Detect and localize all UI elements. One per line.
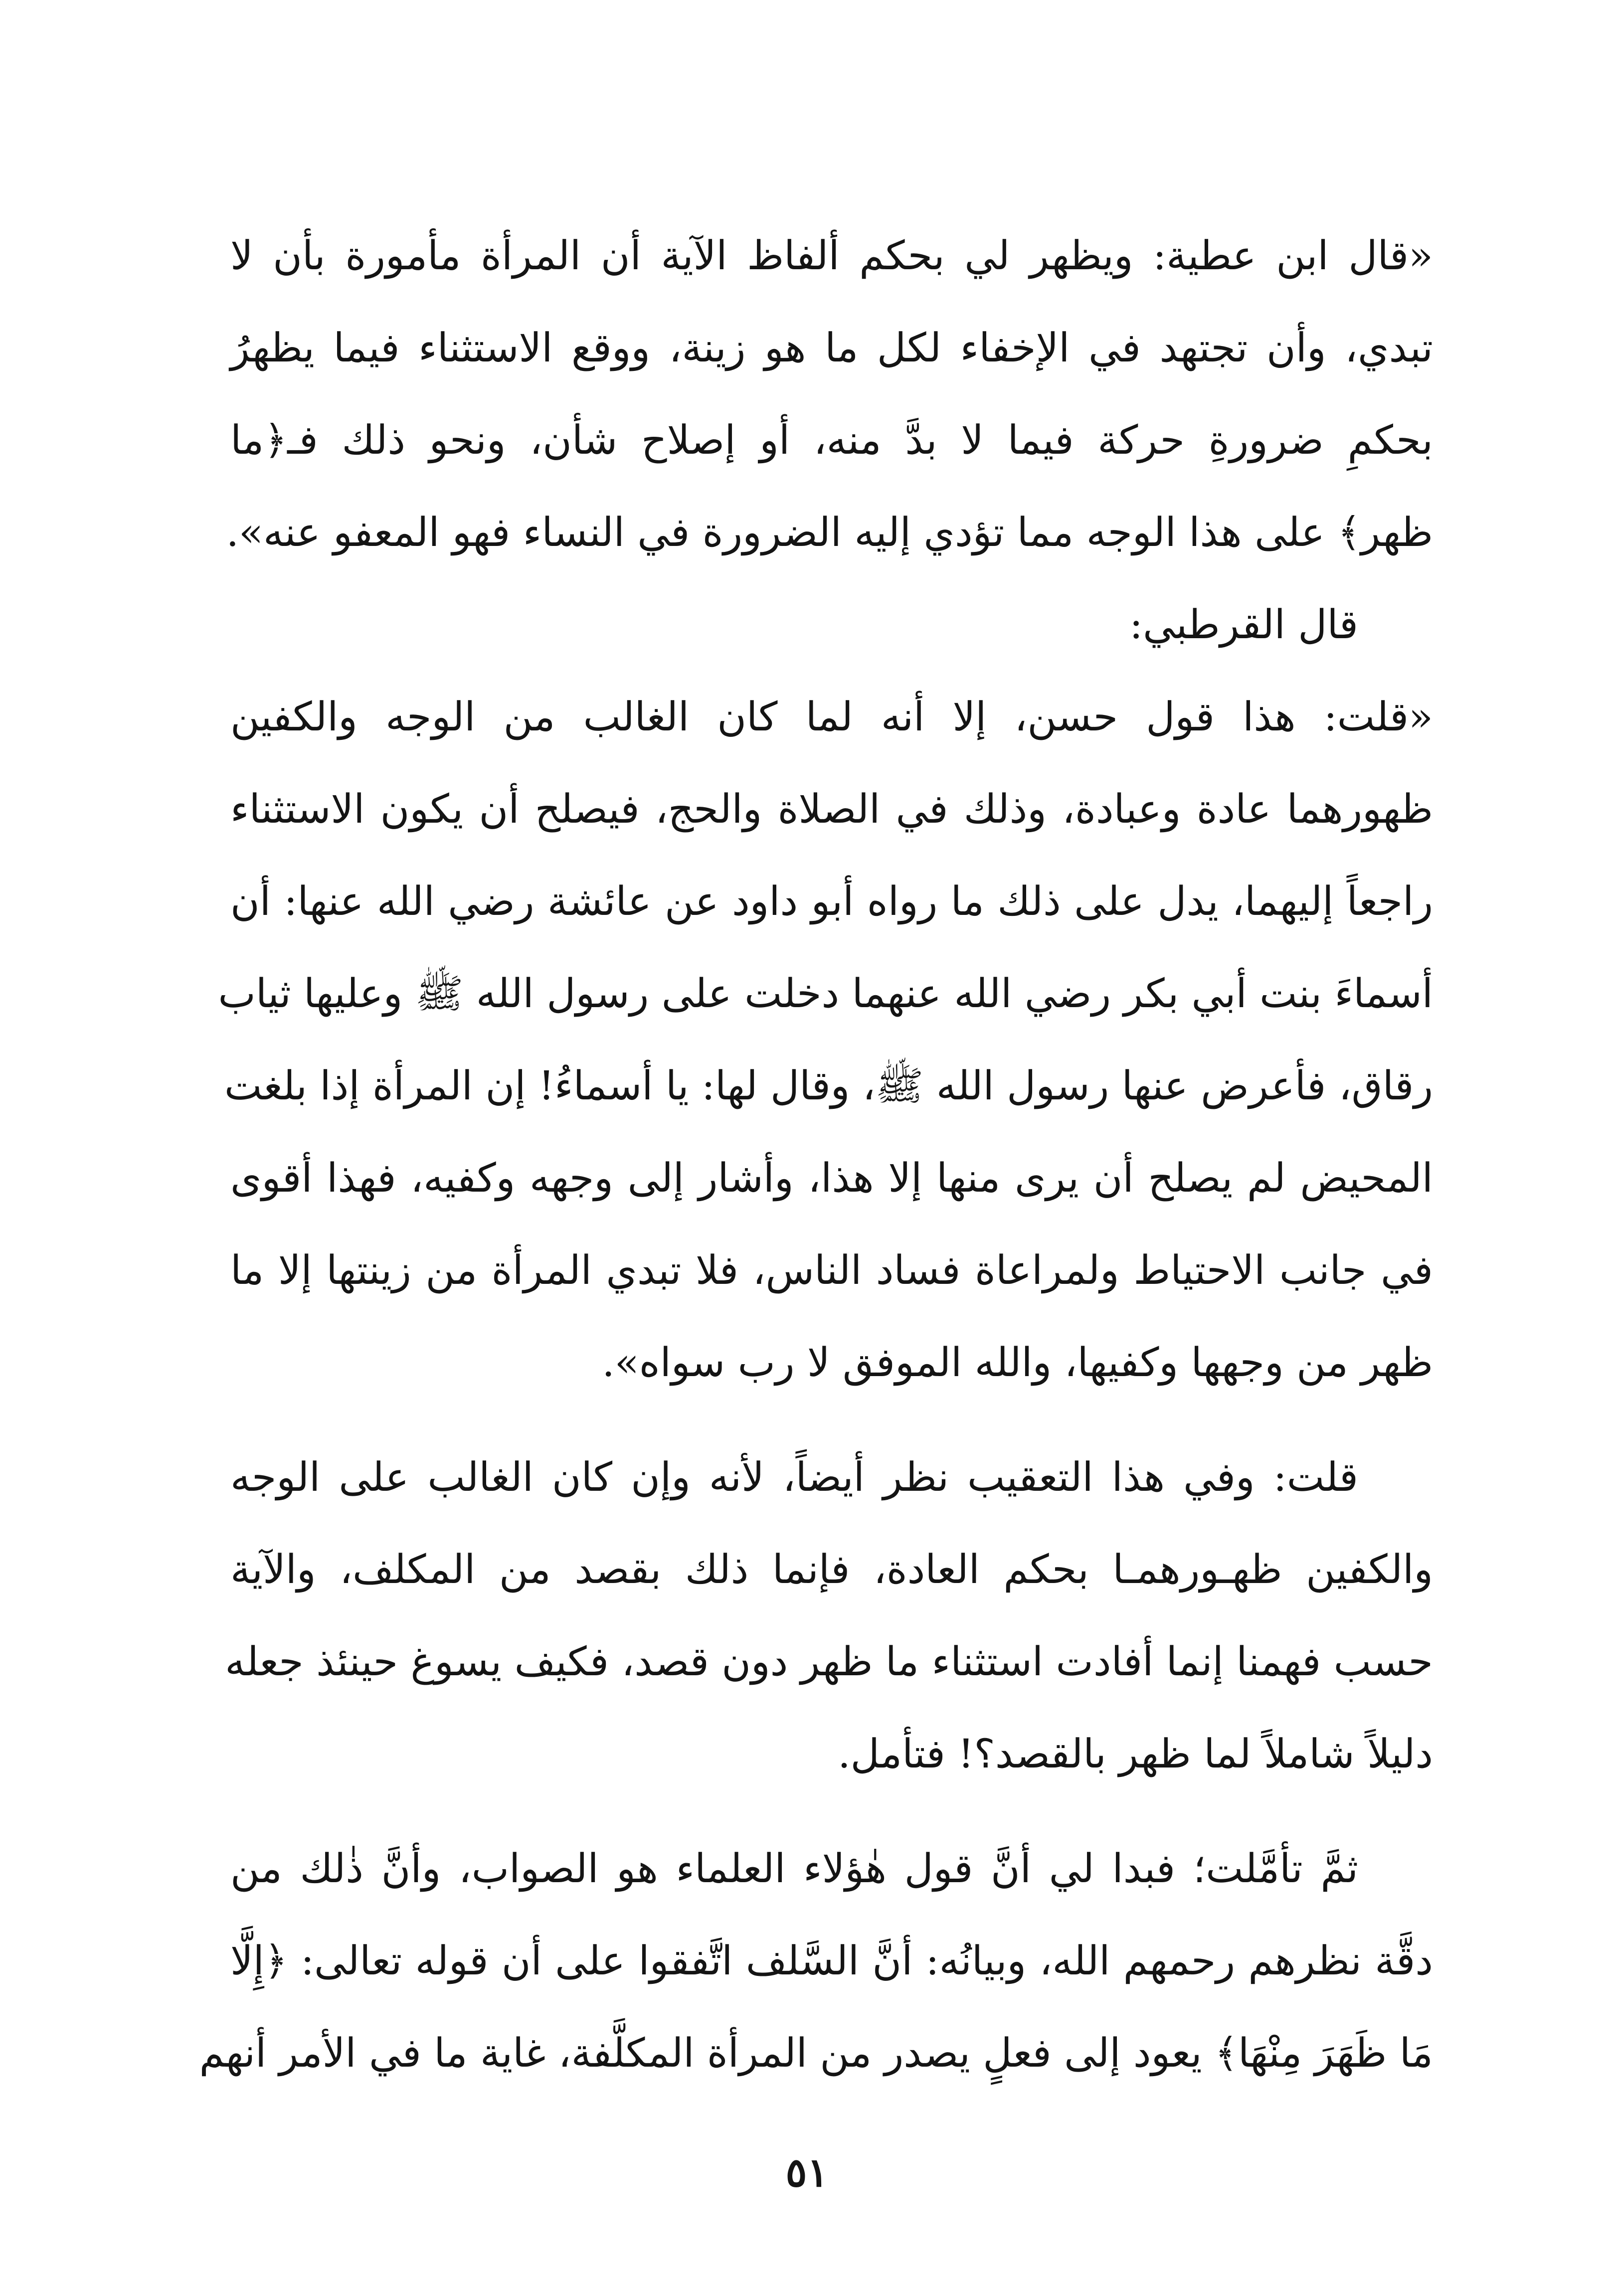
text-line: بحكمِ ضرورةِ حركة فيما لا بدَّ منه، أو إصلاح شأن، ونحو ذلك فـ﴿ما bbox=[230, 417, 1433, 463]
paragraph-spacer bbox=[230, 1800, 1433, 1822]
page-body-text bbox=[199, 209, 1434, 2099]
text-line: والكفين ظهـورهمـا بحكم العادة، فإنما ذلك بقصد من المكلف، والآية bbox=[230, 1546, 1433, 1592]
paragraph-qurtubi-quote bbox=[218, 671, 1434, 1409]
text-line: في جانب الاحتياط ولمراعاة فساد الناس، فلا تبدي المرأة من زينتها إلا ما bbox=[230, 1247, 1433, 1293]
text-line: مَا ظَهَرَ مِنْهَا﴾ يعود إلى فعلٍ يصدر من المرأة المكلَّفة، غاية ما في الأمر أنهم bbox=[199, 2030, 1433, 2076]
paragraph-ibn-atiyya-quote bbox=[226, 209, 1433, 578]
paragraph-author-comment bbox=[225, 1431, 1433, 1800]
paragraph-spacer bbox=[230, 1409, 1433, 1431]
text-line: رقاق، فأعرض عنها رسول الله ﷺ، وقال لها: يا أسماءُ! إن المرأة إذا بلغت bbox=[224, 1062, 1433, 1109]
text-line: تبدي، وأن تجتهد في الإخفاء لكل ما هو زينة، ووقع الاستثناء فيما يظهرُ bbox=[230, 325, 1433, 371]
text-line: ظهورهما عادة وعبادة، وذلك في الصلاة والحج، فيصلح أن يكون الاستثناء bbox=[230, 786, 1433, 832]
text-line: المحيض لم يصلح أن يرى منها إلا هذا، وأشار إلى وجهه وكفيه، فهذا أقوى bbox=[230, 1155, 1433, 1201]
text-line: دليلاً شاملاً لما ظهر بالقصد؟! فتأمل. bbox=[838, 1731, 1433, 1777]
text-line: ظهر من وجهها وكفيها، والله الموفق لا رب سواه». bbox=[602, 1339, 1433, 1386]
paragraph-qurtubi-heading bbox=[230, 578, 1433, 671]
paragraph-reflection bbox=[199, 1822, 1433, 2099]
text-line: راجعاً إليهما، يدل على ذلك ما رواه أبو داود عن عائشة رضي الله عنها: أن bbox=[230, 878, 1433, 924]
text-line: «قال ابن عطية: ويظهر لي بحكم ألفاظ الآية أن المرأة مأمورة بأن لا bbox=[230, 232, 1433, 279]
text-line: قال القرطبي: bbox=[1129, 601, 1358, 648]
text-line: ثمَّ تأمَّلت؛ فبدا لي أنَّ قول هٰؤلاء العلماء هو الصواب، وأنَّ ذٰلك من bbox=[230, 1845, 1358, 1892]
text-line: ظهر﴾ على هذا الوجه مما تؤدي إليه الضرورة في النساء فهو المعفو عنه». bbox=[226, 509, 1433, 555]
text-line: حسب فهمنا إنما أفادت استثناء ما ظهر دون قصد، فكيف يسوغ حينئذ جعله bbox=[225, 1638, 1433, 1685]
page-number: ٥١ bbox=[785, 2149, 829, 2196]
text-line: أسماءَ بنت أبي بكر رضي الله عنهما دخلت على رسول الله ﷺ وعليها ثياب bbox=[218, 970, 1433, 1017]
text-line: «قلت: هذا قول حسن، إلا أنه لما كان الغالب من الوجه والكفين bbox=[230, 694, 1434, 740]
text-line: دقَّة نظرهم رحمهم الله، وبيانُه: أنَّ السَّلف اتَّفقوا على أن قوله تعالى: ﴿إِلَّا bbox=[230, 1938, 1433, 1984]
text-line: قلت: وفي هذا التعقيب نظر أيضاً، لأنه وإن كان الغالب على الوجه bbox=[230, 1454, 1358, 1500]
